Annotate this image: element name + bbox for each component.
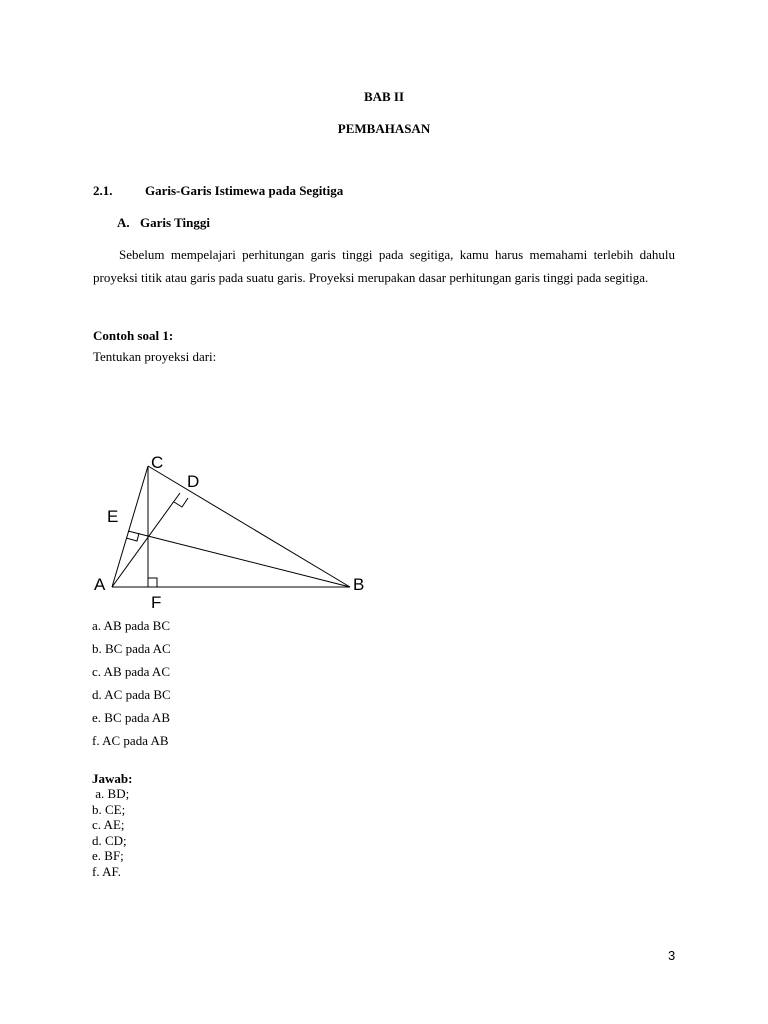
chapter-subtitle: PEMBAHASAN bbox=[337, 121, 431, 136]
section-title: Garis-Garis Istimewa pada Segitiga bbox=[145, 183, 344, 198]
subsection-title: Garis Tinggi bbox=[140, 215, 210, 230]
question-d: d. AC pada BC bbox=[92, 687, 171, 702]
intro-paragraph: Sebelum mempelajari perhitungan garis tinggi pada segitiga, kamu harus memahami terlebih dahulu proyeksi titik atau garis pada suatu garis. Proyeksi merupakan dasar perhitungan garis tinggi pada segitiga. bbox=[93, 247, 675, 285]
point-label-f: F bbox=[151, 593, 162, 612]
vertex-label-a: A bbox=[94, 575, 106, 594]
chapter-title: BAB II bbox=[363, 89, 405, 104]
question-a: a. AB pada BC bbox=[92, 618, 170, 633]
question-f: f. AC pada AB bbox=[92, 733, 169, 748]
side-bc bbox=[148, 466, 350, 587]
vertex-label-b: B bbox=[353, 575, 365, 594]
question-b: b. BC pada AC bbox=[92, 641, 171, 656]
answer-f: f. AF. bbox=[92, 864, 121, 879]
answer-heading: Jawab: bbox=[92, 771, 133, 786]
side-ac bbox=[112, 466, 148, 587]
vertex-label-c: C bbox=[151, 453, 164, 472]
answer-a: a. BD; bbox=[92, 786, 130, 801]
question-c: c. AB pada AC bbox=[92, 664, 170, 679]
answer-c: c. AE; bbox=[92, 817, 125, 832]
subsection-letter: A. bbox=[117, 215, 130, 230]
right-angle-d bbox=[174, 498, 188, 507]
section-number: 2.1. bbox=[93, 183, 113, 198]
point-label-e: E bbox=[107, 507, 119, 526]
answer-e: e. BF; bbox=[92, 848, 124, 863]
page-number: 3 bbox=[668, 948, 676, 963]
question-e: e. BC pada AB bbox=[92, 710, 170, 725]
answer-d: d. CD; bbox=[92, 833, 127, 848]
point-label-d: D bbox=[187, 472, 200, 491]
altitude-ad bbox=[112, 493, 180, 587]
answer-b: b. CE; bbox=[92, 802, 126, 817]
example-heading: Contoh soal 1: bbox=[93, 328, 174, 343]
altitude-be bbox=[128, 531, 350, 587]
example-prompt: Tentukan proyeksi dari: bbox=[93, 349, 217, 364]
right-angle-f bbox=[148, 578, 157, 587]
